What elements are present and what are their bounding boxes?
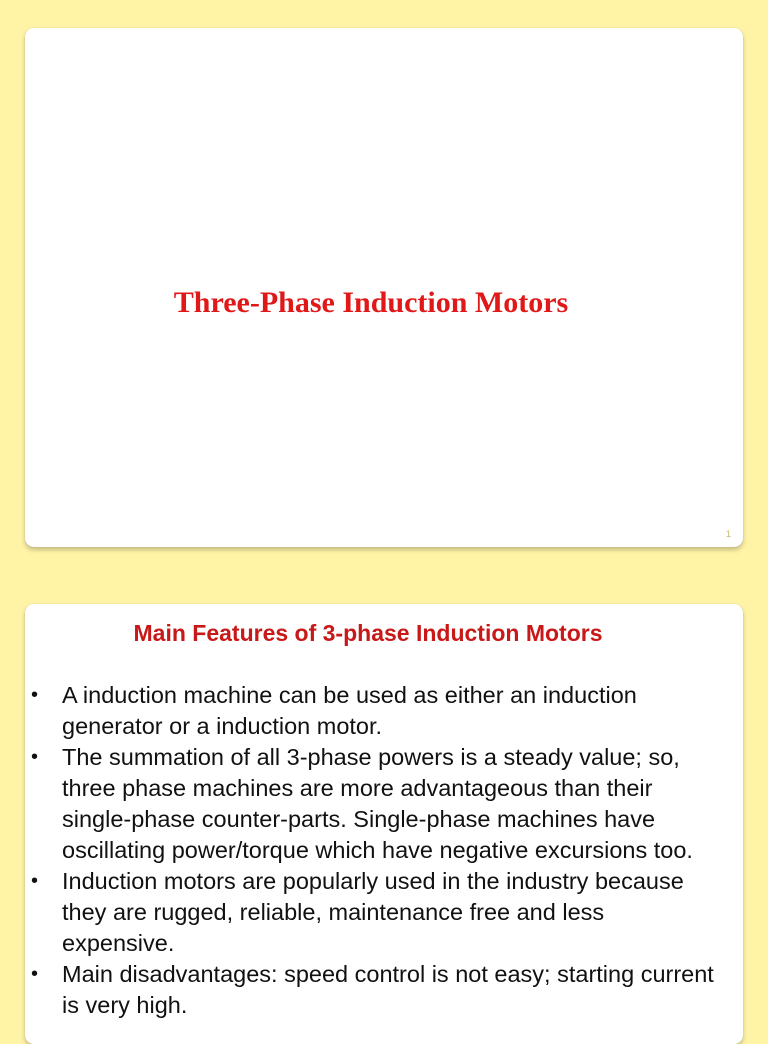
bullet-icon: • — [31, 746, 39, 768]
bullet-text: The summation of all 3-phase powers is a steady value; so, three phase machines are more advantageous than their single-phase counter-parts. Single-phase machines have oscillating power/torque which have negative excursions too. — [62, 744, 693, 863]
bullet-item — [25, 680, 715, 742]
bullet-icon: • — [31, 870, 39, 892]
bullet-text: Induction motors are popularly used in the industry because they are rugged, reliable, maintenance free and less expensive. — [62, 868, 684, 956]
bullet-item — [25, 959, 715, 1021]
bullet-text: A induction machine can be used as either an induction generator or a induction motor. — [62, 682, 637, 739]
bullet-item — [25, 866, 715, 959]
bullet-list — [25, 680, 715, 1021]
bullet-icon: • — [31, 684, 39, 706]
bullet-item — [25, 742, 715, 866]
slide-heading: Main Features of 3-phase Induction Motors — [133, 620, 603, 646]
bullet-icon: • — [31, 963, 39, 985]
slide-title: Three-Phase Induction Motors — [173, 286, 569, 319]
slide-1 — [25, 28, 743, 547]
slide-page-number: 1 — [725, 529, 731, 539]
bullet-text: Main disadvantages: speed control is not easy; starting current is very high. — [62, 961, 714, 1018]
slide-2 — [25, 604, 743, 1044]
